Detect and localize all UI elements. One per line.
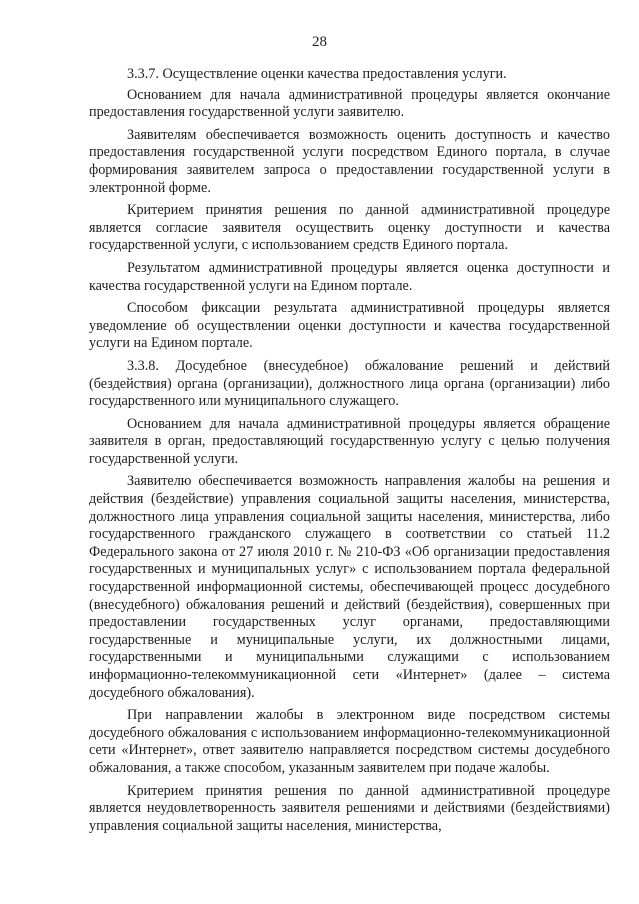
paragraph: Заявителям обеспечивается возможность оценить доступность и качество предоставления государственной услуги посредством Единого портала, в случае формирования заявителем запроса о предоставлении государственной услуги в электронной форме. [89,126,610,196]
paragraph: Основанием для начала административной процедуры является окончание предоставления государственной услуги заявителю. [89,86,610,121]
document-body [89,66,610,840]
paragraph: Основанием для начала административной процедуры является обращение заявителя в орган, предоставляющий государственную услугу с целью получения государственной услуги. [89,415,610,467]
paragraph: Заявителю обеспечивается возможность направления жалобы на решения и действия (бездействие) управления социальной защиты населения, министерства, должностного лица управления социальной защиты населения, министерства, либо государственного гражданского служащего в соответствии со статьей 11.2 Федерального закона от 27 июля 2010 г. № 210-ФЗ «Об организации предоставления государственных и муниципальных услуг» с использованием портала федеральной государственной информационной системы, обеспечивающей процесс досудебного (внесудебного) обжалования решений и действий (бездействия), совершенных при предоставлении государственных услуг органами, предоставляющими государственные и муниципальные услуги, их должностными лицами, государственными и муниципальными служащими с использованием информационно-телекоммуникационной сети «Интернет» (далее – система досудебного обжалования). [89,473,610,701]
paragraph: Способом фиксации результата административной процедуры является уведомление об осуществлении оценки доступности и качества государственной услуги на Едином портале. [89,300,610,352]
page-number: 28 [312,34,327,50]
paragraph: При направлении жалобы в электронном виде посредством системы досудебного обжалования с использованием информационно-телекоммуникационной сети «Интернет», ответ заявителю направляется посредством системы досудебного обжалования, а также способом, указанным заявителем при подаче жалобы. [89,707,610,776]
paragraph: Критерием принятия решения по данной административной процедуре является неудовлетворенность заявителя решениями и действиями (бездействиями) управления социальной защиты населения, министерства, [89,782,610,834]
paragraph: Результатом административной процедуры является оценка доступности и качества государственной услуги на Едином портале. [89,259,610,294]
paragraph: Критерием принятия решения по данной административной процедуре является согласие заявителя осуществить оценку доступности и качества государственной услуги, с использованием средств Единого портала. [89,202,610,254]
paragraph-section-3-3-7: 3.3.7. Осуществление оценки качества предоставления услуги. [127,66,507,82]
paragraph-section-3-3-8: 3.3.8. Досудебное (внесудебное) обжалование решений и действий (бездействия) органа (организации), должностного лица органа (организации) либо государственного или муниципального служащего. [89,357,610,410]
